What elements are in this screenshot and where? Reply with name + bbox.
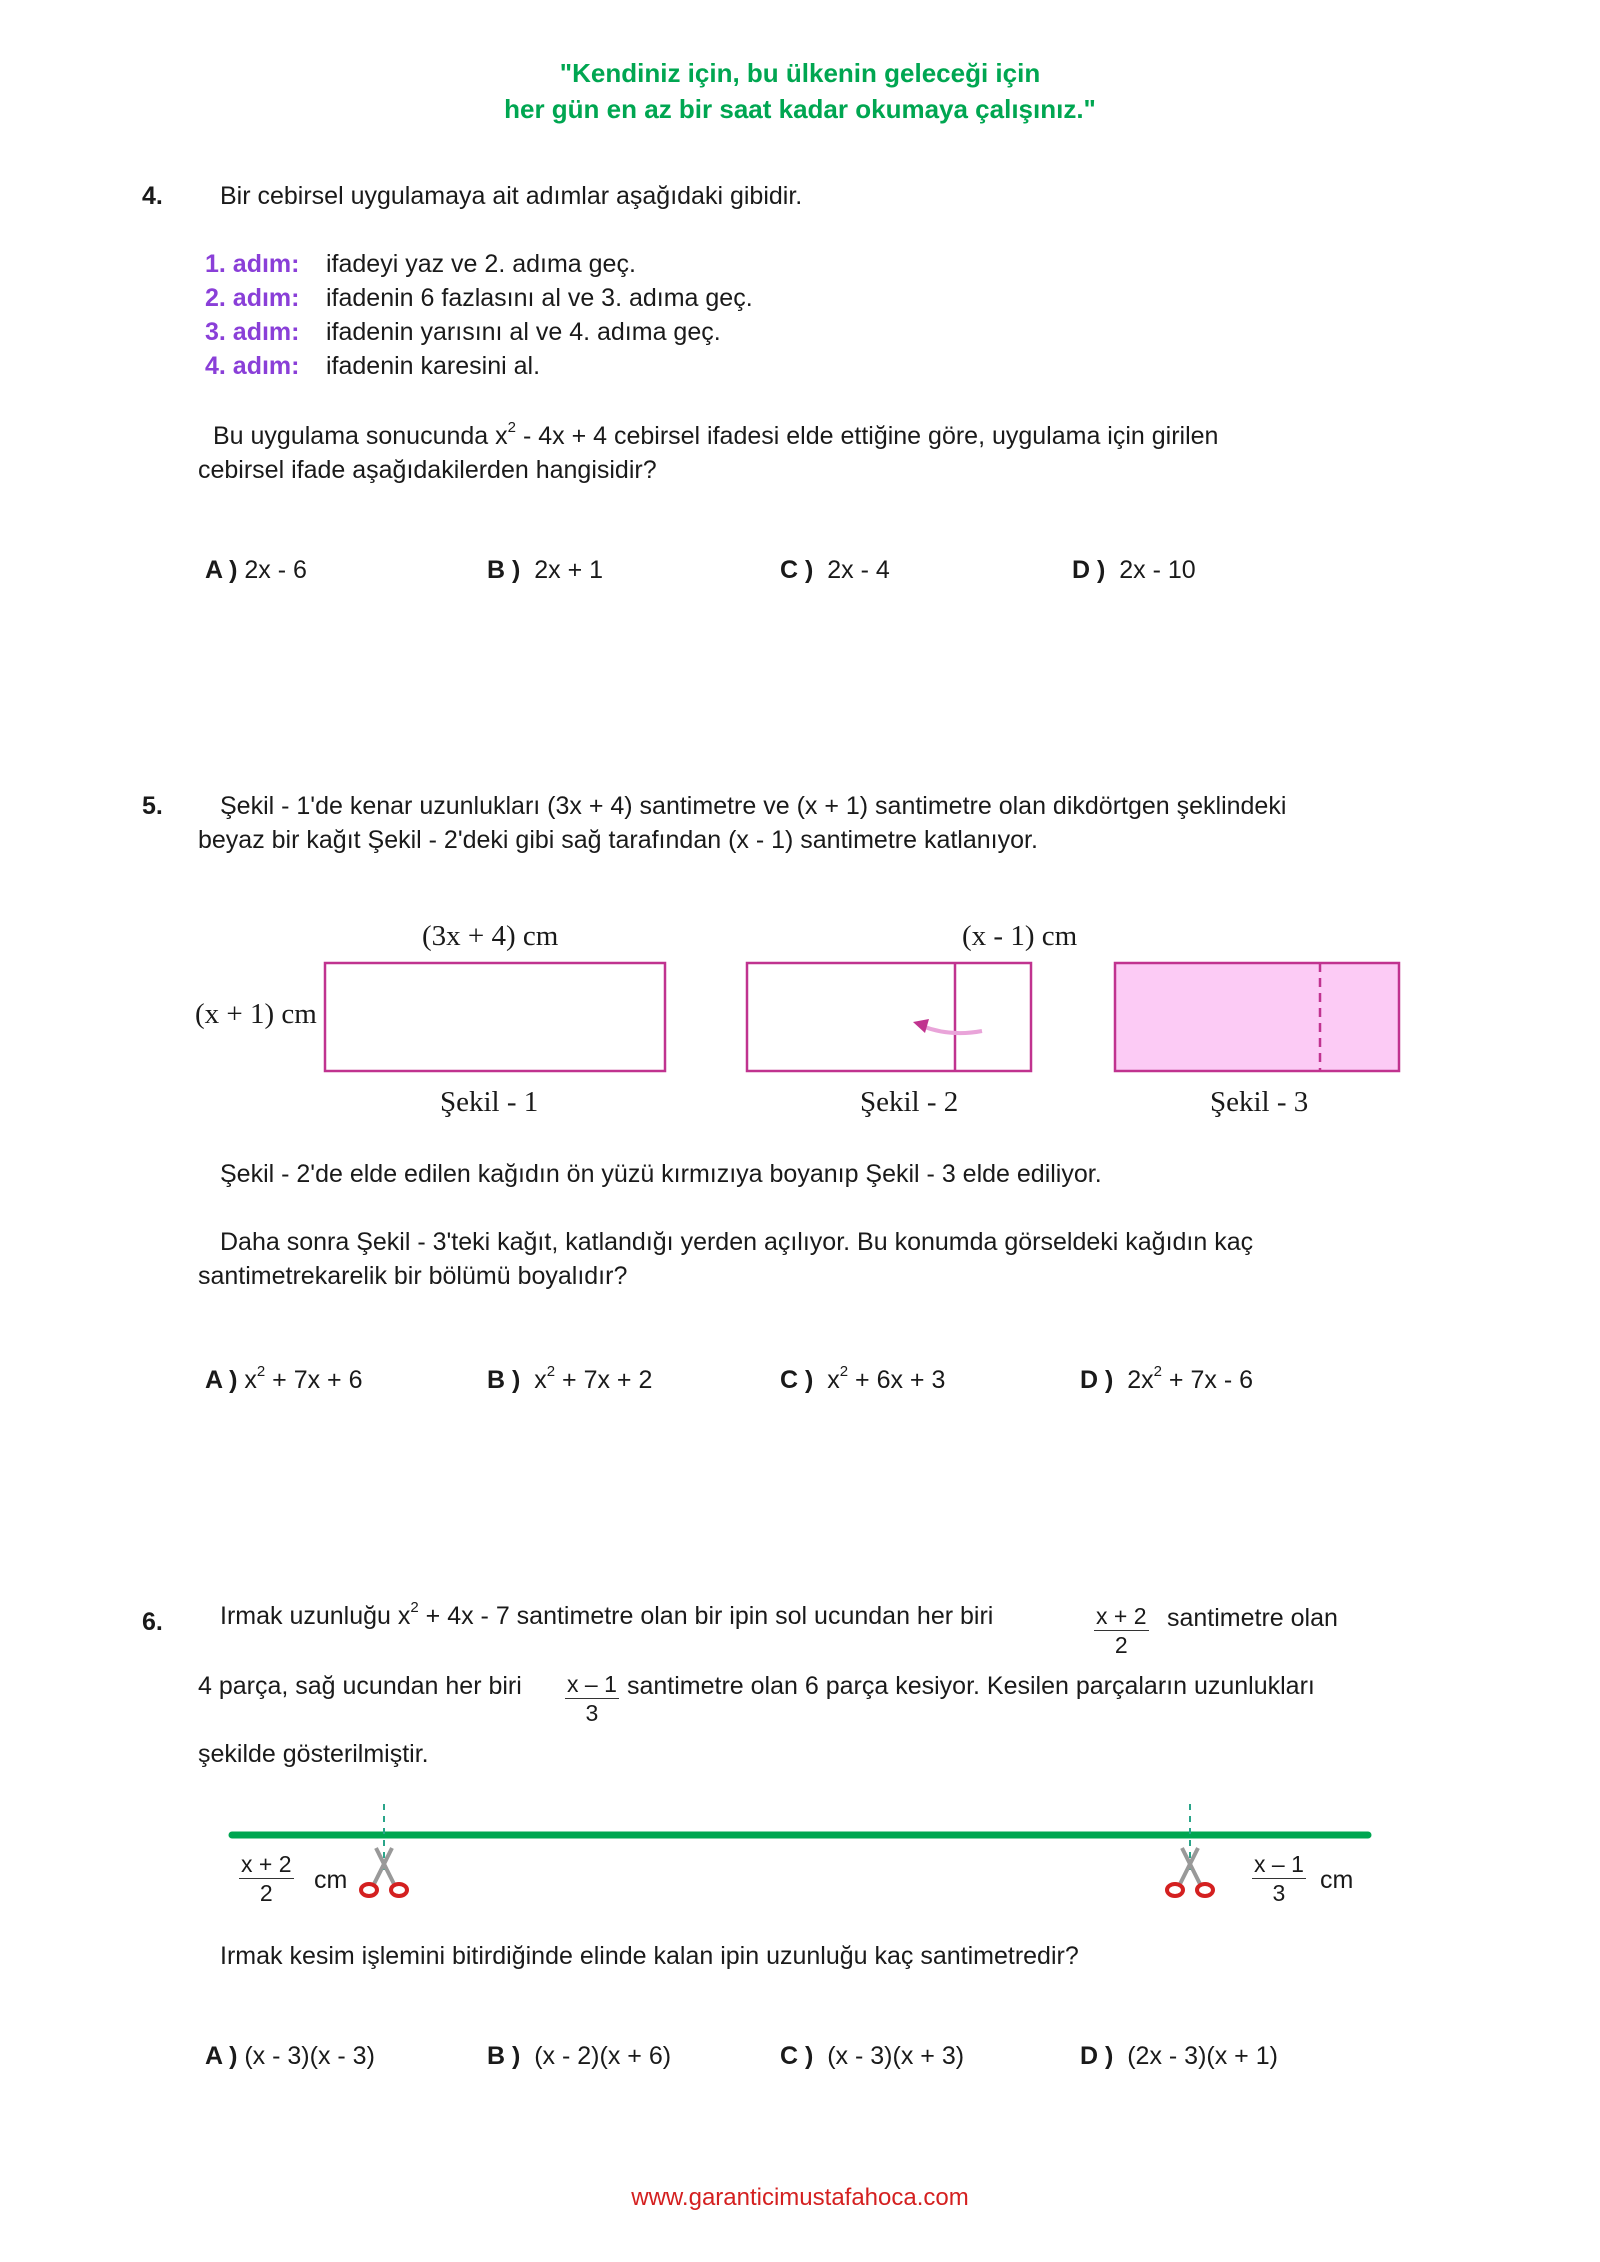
- option-b[interactable]: B ) (x - 2)(x + 6): [487, 2042, 672, 2070]
- step-label-1: 1. adım:: [205, 250, 300, 278]
- height-label: (x + 1) cm: [195, 998, 317, 1030]
- step-label-4: 4. adım:: [205, 352, 300, 380]
- question-intro: Bir cebirsel uygulamaya ait adımlar aşağıdaki gibidir.: [220, 182, 803, 210]
- option-b[interactable]: B ) $x^2 + 7x + 2$: [487, 1363, 653, 1394]
- step-text-1: ifadeyi yaz ve 2. adıma geç.: [326, 250, 636, 278]
- option-d[interactable]: D ) 2x - 10: [1072, 556, 1196, 584]
- right-piece-unit: cm: [1320, 1866, 1354, 1894]
- right-piece-length: $\frac{x - 1}{3}$: [1254, 1851, 1304, 1906]
- step-text-4: ifadenin karesini al.: [326, 352, 541, 380]
- option-d[interactable]: D ) (2x - 3)(x + 1): [1080, 2042, 1278, 2070]
- question-number: 6.: [142, 1608, 163, 1636]
- question-text-line-3: Şekil - 2'de elde edilen kağıdın ön yüzü kırmızıya boyanıp Şekil - 3 elde ediliyor.: [220, 1160, 1102, 1188]
- question-text-line-5: santimetrekarelik bir bölümü boyalıdır?: [198, 1262, 628, 1290]
- question-text: Irmak kesim işlemini bitirdiğinde elinde kalan ipin uzunluğu kaç santimetredir?: [220, 1942, 1079, 1970]
- step-text-3: ifadenin yarısını al ve 4. adıma geç.: [326, 318, 721, 346]
- fraction-left-piece: $\frac{x + 2}{2}$: [1096, 1603, 1147, 1658]
- option-c[interactable]: C ) $x^2 + 6x + 3$: [780, 1363, 946, 1394]
- left-piece-unit: cm: [314, 1866, 348, 1894]
- question-number: 4.: [142, 182, 163, 210]
- figure-3-rectangle: [1115, 963, 1399, 1071]
- figure-2-rectangle: [747, 963, 1031, 1071]
- question-number: 5.: [142, 792, 163, 820]
- question-text: Bu uygulama sonucunda $x^2 - 4x + 4$ cebirsel ifadesi elde ettiğine göre, uygulama için girilen: [213, 419, 1219, 450]
- figure-1-caption: Şekil - 1: [440, 1086, 539, 1118]
- option-c[interactable]: C ) 2x - 4: [780, 556, 890, 584]
- question-text-line-2: cebirsel ifade aşağıdakilerden hangisidir?: [198, 456, 657, 484]
- option-a[interactable]: A ) $x^2 + 7x + 6$: [205, 1363, 363, 1394]
- fold-label: (x - 1) cm: [962, 920, 1078, 952]
- step-label-2: 2. adım:: [205, 284, 300, 312]
- option-a[interactable]: A ) 2x - 6: [205, 556, 307, 584]
- option-d[interactable]: D ) $2x^2 + 7x - 6$: [1080, 1363, 1253, 1394]
- question-text-line-1: Irmak uzunluğu $x^2 + 4x - 7$ santimetre olan bir ipin sol ucundan her biri: [220, 1599, 994, 1630]
- motto-line-1: "Kendiniz için, bu ülkenin geleceği için: [559, 58, 1041, 88]
- option-b[interactable]: B ) 2x + 1: [487, 556, 604, 584]
- step-text-2: ifadenin 6 fazlasını al ve 3. adıma geç.: [326, 284, 753, 312]
- question-text-line-4: Daha sonra Şekil - 3'teki kağıt, katlandığı yerden açılıyor. Bu konumda görseldeki kağıdın kaç: [220, 1228, 1254, 1256]
- question-text-line-1: Şekil - 1'de kenar uzunlukları (3x + 4) santimetre ve (x + 1) santimetre olan dikdörtgen şeklindeki: [220, 792, 1287, 820]
- figure-1-rectangle: [325, 963, 665, 1071]
- question-text-line-1-end: santimetre olan: [1167, 1604, 1338, 1632]
- option-a[interactable]: A ) (x - 3)(x - 3): [205, 2042, 375, 2070]
- figure-3-caption: Şekil - 3: [1210, 1086, 1309, 1118]
- question-text-line-2: beyaz bir kağıt Şekil - 2'deki gibi sağ tarafından (x - 1) santimetre katlanıyor.: [198, 826, 1038, 854]
- figure-2-caption: Şekil - 2: [860, 1086, 959, 1118]
- fraction-right-piece: $\frac{x - 1}{3}$: [567, 1671, 617, 1726]
- step-label-3: 3. adım:: [205, 318, 300, 346]
- question-text-line-2: 4 parça, sağ ucundan her biri: [198, 1672, 522, 1700]
- width-label: (3x + 4) cm: [422, 920, 559, 952]
- motto-line-2: her gün en az bir saat kadar okumaya çalışınız.": [504, 94, 1096, 124]
- option-c[interactable]: C ) (x - 3)(x + 3): [780, 2042, 965, 2070]
- footer-link[interactable]: www.garanticimustafahoca.com: [631, 2184, 969, 2211]
- question-text-line-3: şekilde gösterilmiştir.: [198, 1740, 429, 1768]
- question-text-line-2-end: santimetre olan 6 parça kesiyor. Kesilen parçaların uzunlukları: [627, 1672, 1315, 1700]
- left-piece-length: $\frac{x + 2}{2}$: [241, 1851, 292, 1906]
